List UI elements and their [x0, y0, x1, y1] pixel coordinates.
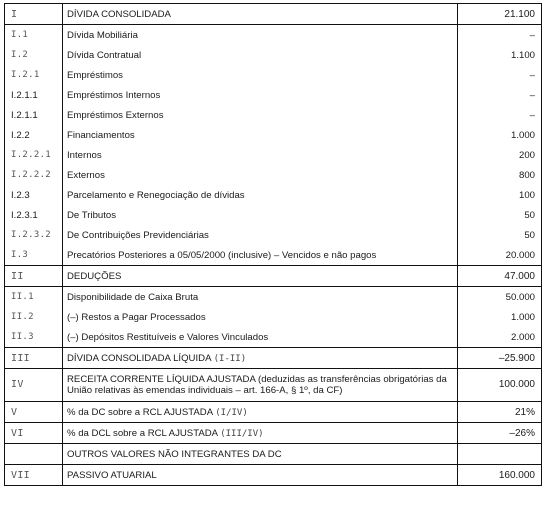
debt-table	[4, 3, 542, 486]
row-formula: (I-II)	[213, 353, 247, 364]
row-code: I.2.3.2	[5, 225, 63, 245]
row-value: –	[458, 65, 542, 85]
row-description	[63, 327, 458, 348]
row-description	[63, 444, 458, 465]
table-row	[5, 402, 542, 423]
row-code: II.3	[5, 327, 63, 348]
row-description-text: OUTROS VALORES NÃO INTEGRANTES DA DC	[67, 448, 282, 460]
row-description	[63, 266, 458, 287]
table-row	[5, 25, 542, 46]
row-value: 1.000	[458, 125, 542, 145]
row-description	[63, 369, 458, 402]
row-description	[63, 45, 458, 65]
table-row	[5, 307, 542, 327]
table-row	[5, 145, 542, 165]
row-code: IV	[5, 369, 63, 402]
row-description	[63, 348, 458, 369]
table-row	[5, 225, 542, 245]
row-code	[5, 444, 63, 465]
table-row	[5, 4, 542, 25]
row-description-text: % da DCL sobre a RCL AJUSTADA	[67, 427, 218, 439]
table-row	[5, 245, 542, 266]
row-code: VI	[5, 423, 63, 444]
table-row	[5, 65, 542, 85]
row-value	[458, 444, 542, 465]
row-description	[63, 245, 458, 266]
row-code: II.2	[5, 307, 63, 327]
row-formula: (I/IV)	[215, 407, 248, 418]
row-description-text: Internos	[67, 149, 102, 161]
table-row	[5, 125, 542, 145]
row-code: I.2.1	[5, 65, 63, 85]
row-value: –25.900	[458, 348, 542, 369]
row-code: V	[5, 402, 63, 423]
row-code: I.1	[5, 25, 63, 46]
row-value: 21.100	[458, 4, 542, 25]
row-description	[63, 4, 458, 25]
row-description	[63, 145, 458, 165]
row-code: I.3	[5, 245, 63, 266]
row-description-text: Financiamentos	[67, 129, 135, 141]
row-value: 20.000	[458, 245, 542, 266]
table-row	[5, 205, 542, 225]
table-row	[5, 165, 542, 185]
row-value: 800	[458, 165, 542, 185]
row-description	[63, 185, 458, 205]
row-value: 47.000	[458, 266, 542, 287]
row-code: II	[5, 266, 63, 287]
table-row	[5, 444, 542, 465]
row-description-text: Dívida Contratual	[67, 49, 142, 61]
table-row	[5, 85, 542, 105]
row-description-text: Disponibilidade de Caixa Bruta	[67, 291, 199, 303]
row-description	[63, 225, 458, 245]
row-code: I.2	[5, 45, 63, 65]
row-description-text: PASSIVO ATUARIAL	[67, 469, 157, 481]
row-value: 200	[458, 145, 542, 165]
table-row	[5, 185, 542, 205]
table-row	[5, 327, 542, 348]
row-description-text: DEDUÇÕES	[67, 270, 122, 282]
table-row	[5, 423, 542, 444]
row-description	[63, 287, 458, 308]
row-description-text: De Tributos	[67, 209, 117, 221]
row-code: I.2.1.1	[5, 105, 63, 125]
row-description-text: DÍVIDA CONSOLIDADA LÍQUIDA	[67, 352, 211, 364]
row-value: –	[458, 85, 542, 105]
row-value: 50	[458, 205, 542, 225]
row-value: 21%	[458, 402, 542, 423]
debt-table-body	[5, 4, 542, 486]
row-description	[63, 65, 458, 85]
table-row	[5, 287, 542, 308]
row-description-text: Externos	[67, 169, 105, 181]
row-code: I.2.2.2	[5, 165, 63, 185]
row-code: III	[5, 348, 63, 369]
row-description	[63, 402, 458, 423]
row-value: 100	[458, 185, 542, 205]
row-description-text: Empréstimos Internos	[67, 89, 161, 101]
row-description-text: DÍVIDA CONSOLIDADA	[67, 8, 171, 20]
row-description-text: Empréstimos Externos	[67, 109, 164, 121]
table-row	[5, 45, 542, 65]
row-value: –	[458, 25, 542, 46]
table-row	[5, 369, 542, 402]
row-value: 1.000	[458, 307, 542, 327]
row-value: 100.000	[458, 369, 542, 402]
table-row	[5, 465, 542, 486]
row-value: 1.100	[458, 45, 542, 65]
row-description	[63, 465, 458, 486]
row-formula: (III/IV)	[220, 428, 264, 439]
debt-table-container	[4, 3, 542, 486]
row-description-text: De Contribuições Previdenciárias	[67, 229, 209, 241]
row-value: 50	[458, 225, 542, 245]
row-description-text: Dívida Mobiliária	[67, 29, 138, 41]
row-value: –26%	[458, 423, 542, 444]
row-description	[63, 423, 458, 444]
row-code: I	[5, 4, 63, 25]
row-description	[63, 25, 458, 46]
row-code: VII	[5, 465, 63, 486]
row-code: I.2.2.1	[5, 145, 63, 165]
row-description-text: Parcelamento e Renegociação de dívidas	[67, 189, 245, 201]
row-description-text: (–) Restos a Pagar Processados	[67, 311, 206, 323]
row-description	[63, 307, 458, 327]
row-description-text: % da DC sobre a RCL AJUSTADA	[67, 406, 213, 418]
row-description-text: RECEITA CORRENTE LÍQUIDA AJUSTADA (deduzidas as transferências obrigatórias da União relativas às emendas individuais – art. 166-A, § 1º, da CF)	[67, 373, 447, 396]
row-description	[63, 125, 458, 145]
row-description	[63, 85, 458, 105]
table-row	[5, 105, 542, 125]
row-code: I.2.2	[5, 125, 63, 145]
row-value: 50.000	[458, 287, 542, 308]
row-description-text: Precatórios Posteriores a 05/05/2000 (inclusive) – Vencidos e não pagos	[67, 249, 377, 261]
row-code: II.1	[5, 287, 63, 308]
row-description-text: (–) Depósitos Restituíveis e Valores Vinculados	[67, 331, 269, 343]
row-value: –	[458, 105, 542, 125]
row-code: I.2.3.1	[5, 205, 63, 225]
row-value: 2.000	[458, 327, 542, 348]
row-value: 160.000	[458, 465, 542, 486]
table-row	[5, 266, 542, 287]
row-code: I.2.1.1	[5, 85, 63, 105]
row-code: I.2.3	[5, 185, 63, 205]
row-description	[63, 205, 458, 225]
row-description-text: Empréstimos	[67, 69, 123, 81]
row-description	[63, 165, 458, 185]
table-row	[5, 348, 542, 369]
row-description	[63, 105, 458, 125]
